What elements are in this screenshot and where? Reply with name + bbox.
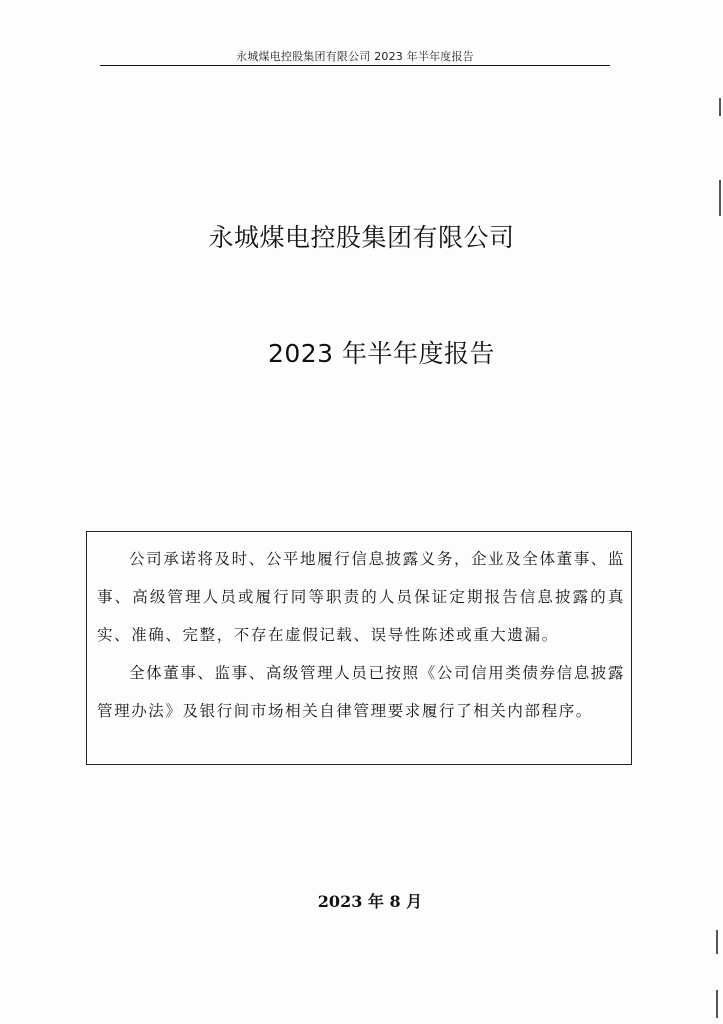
scan-edge-mark — [719, 98, 721, 116]
header-rule — [100, 65, 610, 66]
disclosure-statement-box — [86, 531, 632, 765]
report-date: 2023 年 8 月 — [317, 892, 423, 911]
scan-edge-mark — [716, 990, 718, 1018]
running-header: 永城煤电控股集团有限公司 2023 年半年度报告 — [236, 50, 474, 63]
scan-edge-mark — [719, 180, 721, 216]
statement-paragraph-1: 公司承诺将及时、公平地履行信息披露义务，企业及全体董事、监事、高级管理人员或履行同等职责的人员保证定期报告信息披露的真实、准确、完整，不存在虚假记载、误导性陈述或重大遗漏。 — [97, 550, 625, 644]
scan-edge-mark — [716, 930, 718, 954]
company-title: 永城煤电控股集团有限公司 — [208, 223, 515, 252]
report-title: 2023 年半年度报告 — [267, 339, 496, 368]
statement-paragraph-2: 全体董事、监事、高级管理人员已按照《公司信用类债券信息披露管理办法》及银行间市场相关自律管理要求履行了相关内部程序。 — [97, 664, 625, 720]
